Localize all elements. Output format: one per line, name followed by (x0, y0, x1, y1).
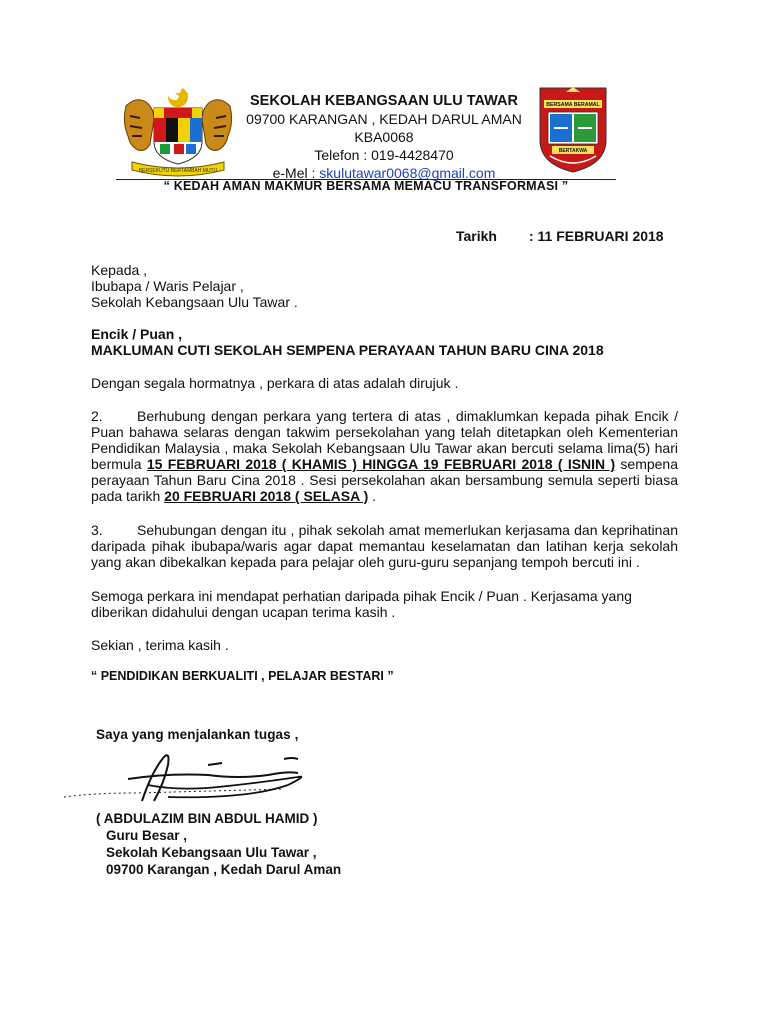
closing-paragraph: Semoga perkara ini mendapat perhatian daripada pihak Encik / Puan . Kerjasama yang diberikan didahului dengan ucapan terima kasih . (91, 588, 632, 620)
paragraph-2-number: 2. (91, 408, 103, 424)
date-label: Tarikh (456, 228, 497, 244)
salutation: Encik / Puan , (91, 326, 183, 342)
school-phone: Telefon : 019-4428470 (314, 147, 454, 163)
school-address: 09700 KARANGAN , KEDAH DARUL AMAN (246, 111, 522, 127)
recipient-line-1: Kepada , (91, 262, 148, 278)
paragraph-2-text-c: . (368, 488, 377, 504)
resume-date: 20 FEBRUARI 2018 ( SELASA ) (164, 488, 369, 504)
holiday-dates: 15 FEBRUARI 2018 ( KHAMIS ) HINGGA 19 FEBRUARI 2018 ( ISNIN ) (146, 456, 616, 472)
signatory-school: Sekolah Kebangsaan Ulu Tawar , (106, 845, 317, 860)
paragraph-2 (91, 408, 678, 504)
badge-motto-2: BERTAKWA (558, 148, 588, 154)
subject-line: MAKLUMAN CUTI SEKOLAH SEMPENA PERAYAAN TAHUN BARU CINA 2018 (91, 342, 604, 358)
school-code: KBA0068 (354, 129, 414, 145)
email-link[interactable]: skulutawar0068@gmail.com (319, 165, 496, 181)
paragraph-3-text: Sehubungan dengan itu , pihak sekolah amat memerlukan kerjasama dan keprihatinan daripada pihak ibubapa/waris agar dapat memantau keselamatan dan latihan kerja sekolah yang akan dibekalkan kepada para pelajar oleh guru-guru sepanjang tempoh bercuti ini . (91, 522, 678, 570)
email-label: e-Mel : (272, 165, 320, 181)
signoff-intro: Saya yang menjalankan tugas , (96, 727, 299, 742)
handwritten-signature (58, 745, 358, 817)
recipient-line-2: Ibubapa / Waris Pelajar , (91, 278, 244, 294)
school-name: SEKOLAH KEBANGSAAN ULU TAWAR (250, 93, 518, 109)
recipient-block (91, 262, 678, 310)
date-line (456, 228, 664, 244)
school-motto: “ PENDIDIKAN BERKUALITI , PELAJAR BESTARI ” (91, 669, 394, 683)
opening-paragraph: Dengan segala hormatnya , perkara di atas adalah dirujuk . (91, 375, 459, 391)
paragraph-3 (91, 522, 678, 570)
letterhead (240, 92, 528, 182)
paragraph-2-text-a: Berhubung dengan perkara yang tertera di atas , dimaklumkan kepada pihak Encik / Puan bahawa selaras dengan takwim persekolahan yang telah ditetapkan oleh Kementerian Pendidikan Malaysia , maka Sekolah Kebangsaan Ulu Tawar akan bercuti selama lima(5) hari bermula (91, 408, 678, 472)
school-badge-icon (536, 84, 610, 174)
signatory-title: Guru Besar , (106, 828, 188, 843)
svg-text:BERSEKUTU BERTAMBAH MUTU: BERSEKUTU BERTAMBAH MUTU (138, 168, 218, 174)
paragraph-3-number: 3. (91, 522, 103, 538)
paragraph-2-text-b: sempena perayaan Tahun Baru Cina 2018 . Sesi persekolahan akan bersambung semula seperti biasa pada tarikh (91, 456, 679, 504)
signoff-block (96, 810, 341, 878)
signatory-name: ( ABDULAZIM BIN ABDUL HAMID ) (96, 811, 318, 826)
thanks-line: Sekian , terima kasih . (91, 637, 229, 653)
state-motto: “ KEDAH AMAN MAKMUR BERSAMA MEMACU TRANSFORMASI ” (163, 179, 569, 193)
badge-motto-1: BERSAMA BERAMAL (546, 102, 600, 108)
signatory-address: 09700 Karangan , Kedah Darul Aman (106, 862, 342, 877)
recipient-line-3: Sekolah Kebangsaan Ulu Tawar . (91, 294, 298, 310)
date-value: : 11 FEBRUARI 2018 (528, 228, 664, 244)
malaysia-coat-of-arms-icon (116, 82, 240, 178)
